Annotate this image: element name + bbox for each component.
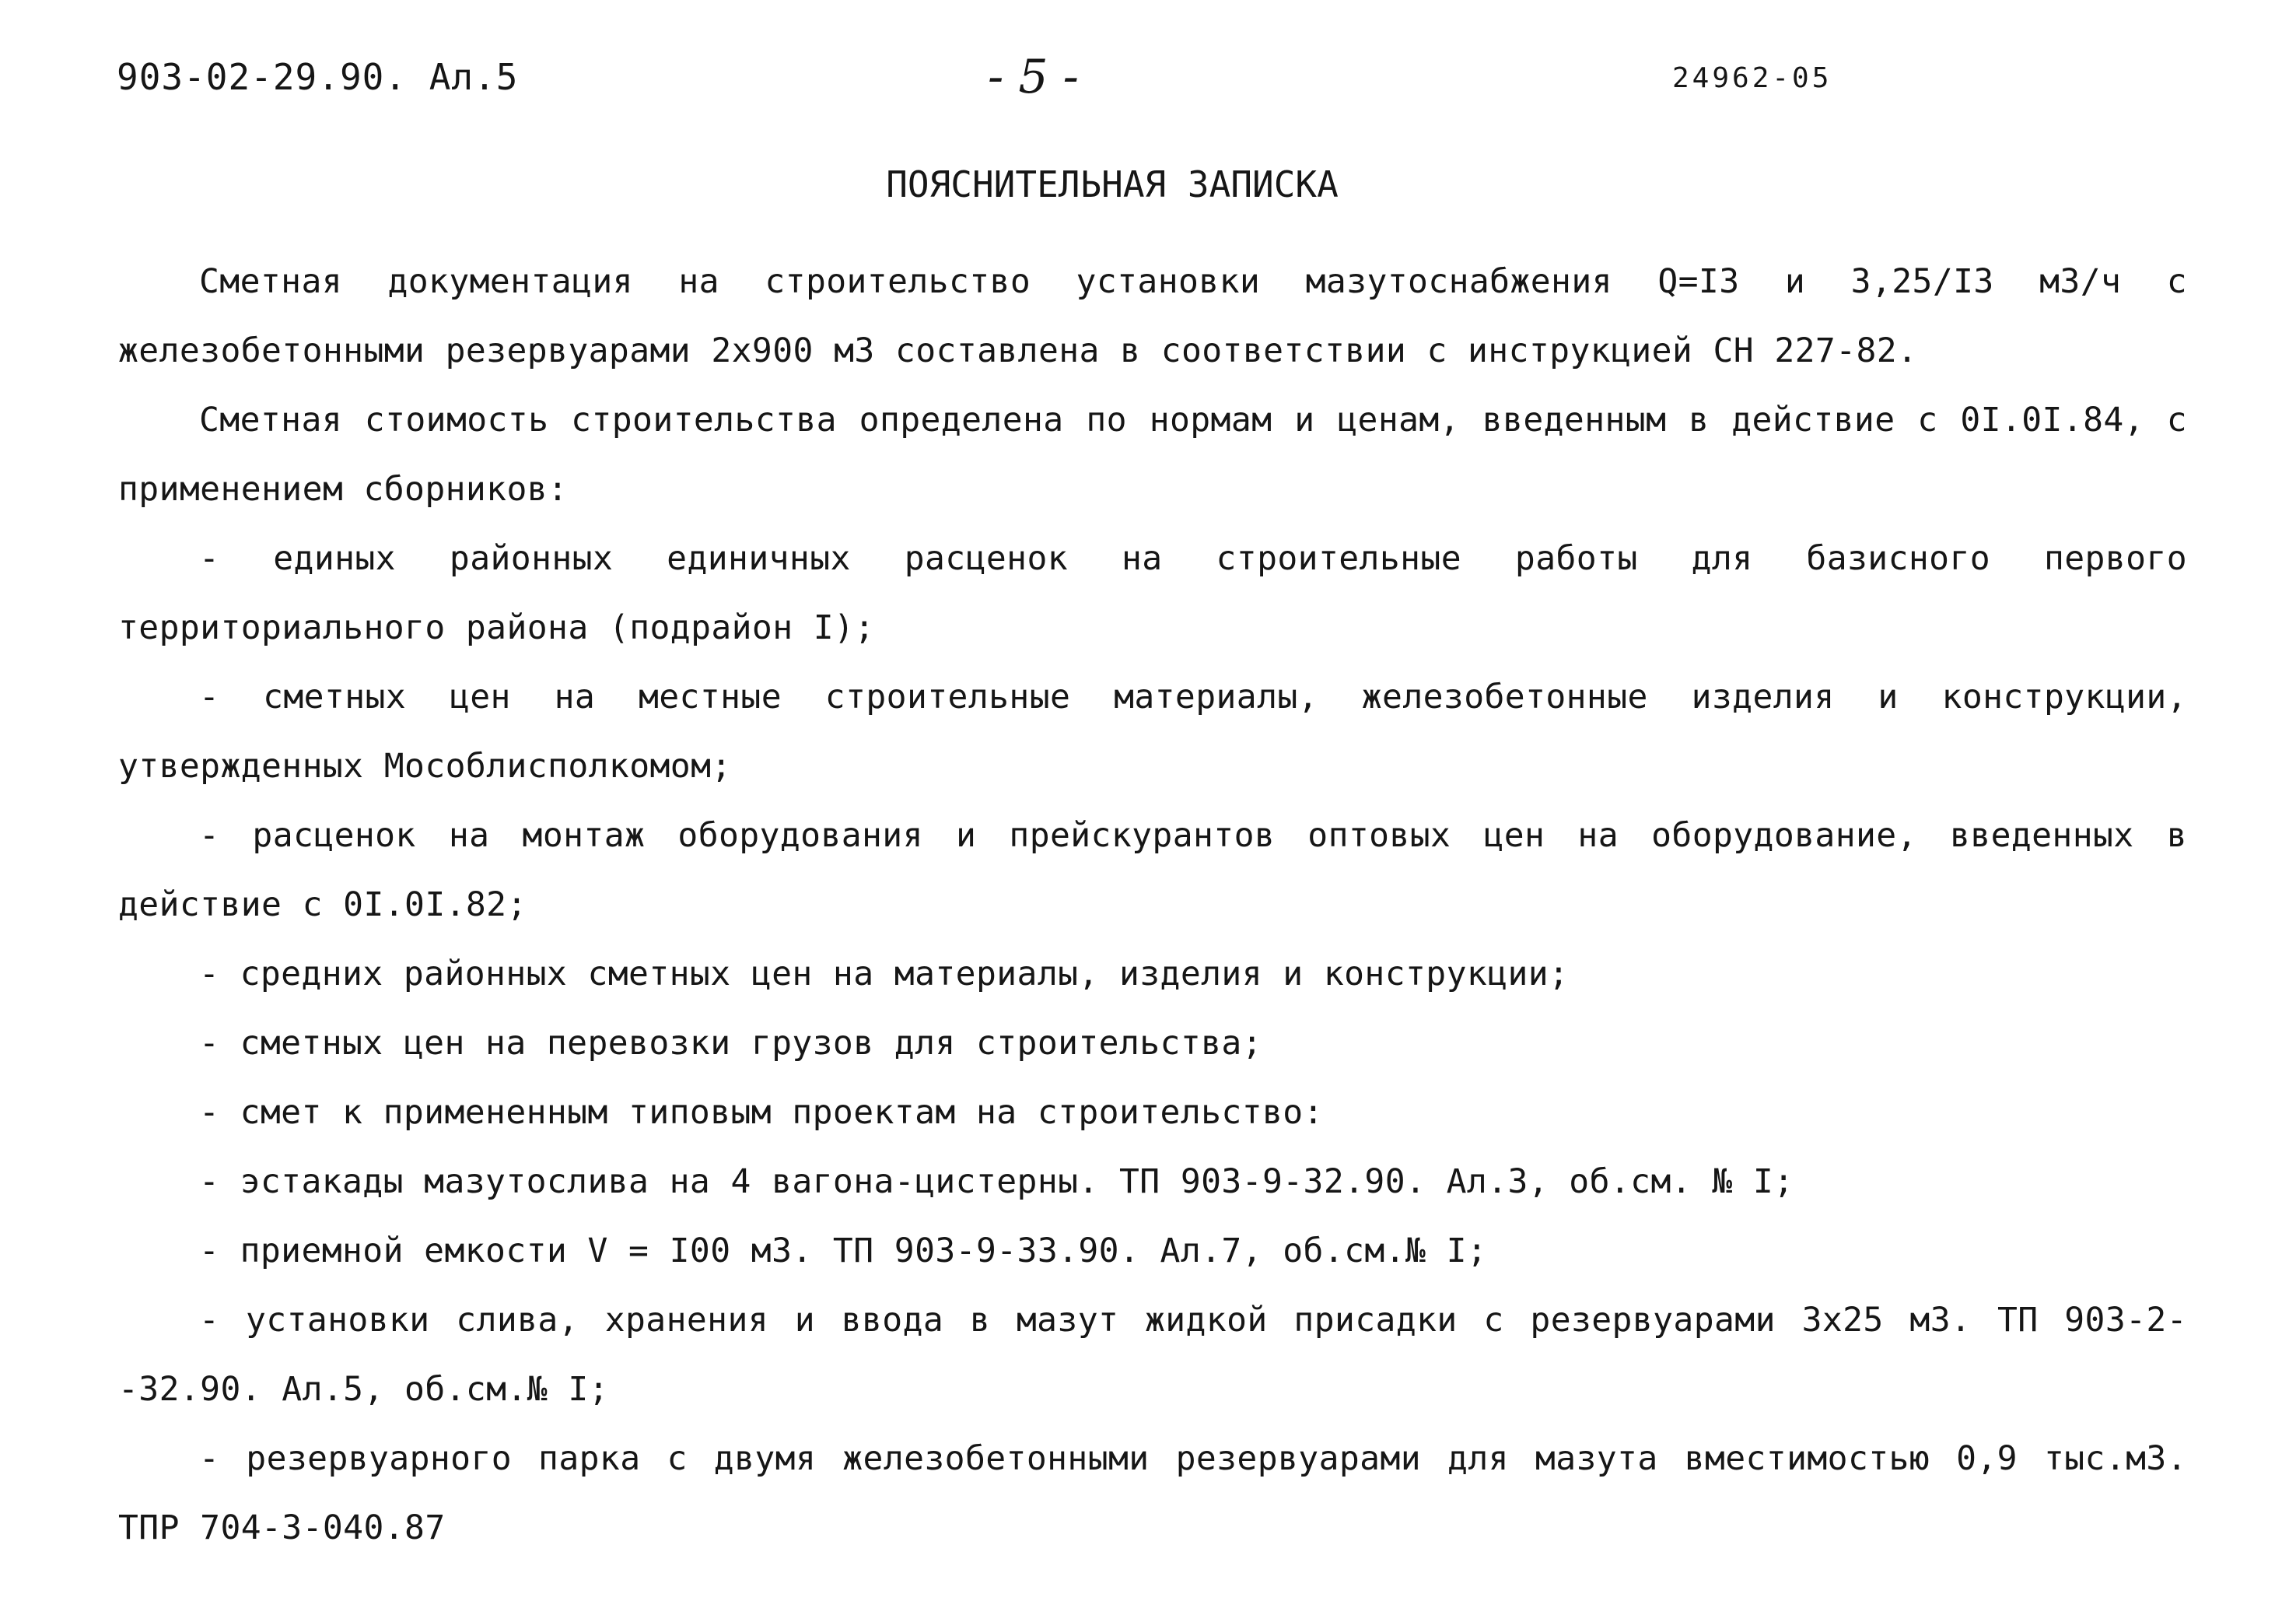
list-item: - средних районных сметных цен на материалы, изделия и конструкции; (199, 955, 1570, 993)
list-item: - установки слива, хранения и ввода в мазут жидкой присадки с резервуарами 3х25 м3. ТП 903-2--32.90. Ал.5, об.см.№ I; (118, 1301, 2187, 1409)
document-body (118, 247, 2187, 1563)
page-header (117, 50, 2022, 126)
list-item: - сметных цен на местные строительные материалы, железобетонные изделия и конструкции, утвержденных Мособлисполкомом; (118, 678, 2187, 786)
list-item: - смет к примененным типовым проектам на строительство: (199, 1093, 1324, 1132)
paragraph: Сметная документация на строительство установки мазутоснабжения Q=I3 и 3,25/I3 м3/ч с железобетонными резервуарами 2х900 м3 составлена в соответствии с инструкцией СН 227-82. (118, 262, 2187, 370)
document-title: ПОЯСНИТЕЛЬНАЯ ЗАПИСКА (886, 163, 1339, 205)
list-item: - эстакады мазутослива на 4 вагона-цистерны. ТП 903-9-32.90. Ал.3, об.см. № I; (199, 1162, 1794, 1201)
list-item: - приемной емкости V = I00 м3. ТП 903-9-33.90. Ал.7, об.см.№ I; (199, 1231, 1488, 1270)
list-item: - расценок на монтаж оборудования и прейскурантов оптовых цен на оборудование, введенных в действие с 0I.0I.82; (118, 816, 2187, 924)
list-item: - сметных цен на перевозки грузов для строительства; (199, 1024, 1262, 1063)
archive-number: 24962-05 (1672, 62, 1832, 94)
list-item: - единых районных единичных расценок на строительные работы для базисного первого территориального района (подрайон I); (118, 539, 2187, 647)
page-number: - 5 - (988, 50, 1079, 104)
document-code: 903-02-29.90. Ал.5 (117, 56, 519, 98)
list-item: - резервуарного парка с двумя железобетонными резервуарами для мазута вместимостью 0,9 тыс.м3. ТПР 704-3-040.87 (118, 1439, 2187, 1547)
paragraph: Сметная стоимость строительства определена по нормам и ценам, введенным в действие с 0I.0I.84, с применением сборников: (118, 401, 2187, 509)
